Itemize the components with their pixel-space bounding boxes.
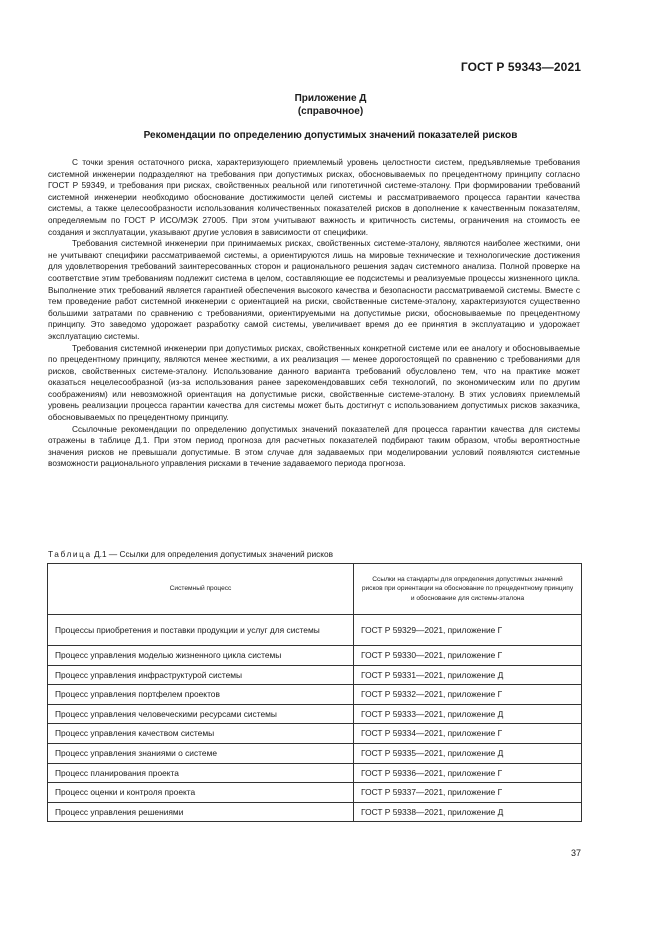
table-row: [48, 665, 582, 685]
appendix-subtitle: (справочное): [297, 105, 364, 117]
section-title: Рекомендации по определению допустимых значений показателей рисков: [143, 130, 518, 141]
table-row: [48, 743, 582, 763]
reference-cell: ГОСТ Р 59331—2021, приложение Д: [354, 665, 582, 685]
process-cell: Процессы приобретения и поставки продукции и услуг для системы: [48, 615, 354, 646]
process-cell: Процесс управления человеческими ресурсами системы: [48, 704, 354, 724]
reference-cell: ГОСТ Р 59335—2021, приложение Д: [354, 743, 582, 763]
table-row: [48, 802, 582, 822]
table-row: [48, 724, 582, 744]
table-row: [48, 615, 582, 646]
process-cell: Процесс управления портфелем проектов: [48, 685, 354, 705]
table-caption: [48, 549, 333, 559]
paragraph: Ссылочные рекомендации по определению допустимых значений показателей для процесса гарантии качества для системы отражены в таблице Д.1. При этом период прогноза для расчетных показателей подбирают таким образом, чтобы вероятностные значения рисков не превышали допустимые. В этом случае для задаваемых при моделировании условий появляются системные возможности рационального управления рисками в течение задаваемого периода прогноза.: [48, 423, 580, 469]
appendix-title: Приложение Д: [294, 93, 367, 104]
paragraph: Требования системной инженерии при принимаемых рисках, свойственных системе-эталону, являются наиболее жесткими, они не учитывают специфики рассматриваемой системы, а ориентируются лишь на мировые технические и технологические достижения для удовлетворения требований заинтересованных сторон и рационального решения задач системного анализа. Полной проверке на соответствие этим требованиям подлежит система в целом, составляющие ее подсистемы и реализуемые процессы жизненного цикла. Выполнение этих требований является гарантией обеспечения высокого качества и безопасности рассматриваемой системы. Вместе с тем проведение работ системной инженерии с ориентацией на риски, свойственные системе-эталону, характеризуются существенно большими затратами по сравнению с требованиями, ориентируемыми на допустимые риски, обосновываемые по прецедентному принципу. Это заведомо удорожает разработку самой системы, увеличивает время до ее принятия в эксплуатацию и удорожает эксплуатацию системы.: [48, 238, 580, 341]
table-row: [48, 685, 582, 705]
document-code: ГОСТ Р 59343—2021: [460, 60, 581, 74]
reference-cell: ГОСТ Р 59333—2021, приложение Д: [354, 704, 582, 724]
paragraph: С точки зрения остаточного риска, характеризующего приемлемый уровень целостности систем, предъявляемые требования системной инженерии подразделяют на требования при допустимых рисках, обосновываемых по прецедентному принципу согласно ГОСТ Р 59349, и требования при рисках, свойственных реальной или гипотетичной системе-эталону. При формировании требований системной инженерии необходимо обоснование достижимости целей системы и рассматриваемого процесса гарантии качества системы, а также целесообразности использования количественных показателей рисков в дополнение к качественным показателям, определяемым по ГОСТ Р ИСО/МЭК 27005. При этом учитывают важность и критичность системы, ограничения на стоимость ее создания и эксплуатации, указывают другие условия в зависимости от специфики.: [48, 157, 580, 237]
process-cell: Процесс управления решениями: [48, 802, 354, 822]
body-text: [48, 157, 580, 470]
process-cell: Процесс оценки и контроля проекта: [48, 783, 354, 803]
reference-cell: ГОСТ Р 59329—2021, приложение Г: [354, 615, 582, 646]
reference-cell: ГОСТ Р 59337—2021, приложение Г: [354, 783, 582, 803]
table-row: [48, 704, 582, 724]
reference-cell: ГОСТ Р 59330—2021, приложение Г: [354, 646, 582, 666]
table-caption-text: Д.1 — Ссылки для определения допустимых значений рисков: [91, 549, 334, 559]
table-row: [48, 646, 582, 666]
reference-cell: ГОСТ Р 59336—2021, приложение Г: [354, 763, 582, 783]
references-table: [47, 563, 582, 822]
table-row: [48, 763, 582, 783]
appendix-heading: [48, 93, 613, 118]
reference-cell: ГОСТ Р 59332—2021, приложение Г: [354, 685, 582, 705]
process-cell: Процесс планирования проекта: [48, 763, 354, 783]
paragraph: Требования системной инженерии при допустимых рисках, свойственных конкретной системе или ее аналогу и обосновываемые по прецедентному принципу, являются менее жесткими, а их реализация — менее дорогостоящей по сравнению с требованиями для рисков, свойственных системе-эталону. Использование данного варианта требований обусловлено тем, что на практике может оказаться нецелесообразной (из-за использования ранее зарекомендовавших себя технологий, по экономическим или по другим соображениям) или невозможной ориентация на допустимые риски, свойственные системе-эталону. В этих условиях приемлемый уровень реализации процесса гарантии качества для системы может быть достигнут с использованием допустимых рисков заказчика, обосновываемых по прецедентному принципу.: [48, 342, 580, 423]
reference-cell: ГОСТ Р 59338—2021, приложение Д: [354, 802, 582, 822]
page-number: 37: [570, 848, 581, 858]
reference-cell: ГОСТ Р 59334—2021, приложение Г: [354, 724, 582, 744]
process-cell: Процесс управления качеством системы: [48, 724, 354, 744]
process-cell: Процесс управления моделью жизненного цикла системы: [48, 646, 354, 666]
header-process: Системный процесс: [48, 564, 354, 615]
process-cell: Процесс управления знаниями о системе: [48, 743, 354, 763]
header-reference: Ссылки на стандарты для определения допустимых значений рисков при ориентации на обоснование по прецедентному принципу и обоснование для системы-эталона: [354, 564, 582, 615]
table-row: [48, 783, 582, 803]
table-caption-word: Таблица: [48, 549, 92, 559]
table-header-row: [48, 564, 582, 615]
process-cell: Процесс управления инфраструктурой системы: [48, 665, 354, 685]
